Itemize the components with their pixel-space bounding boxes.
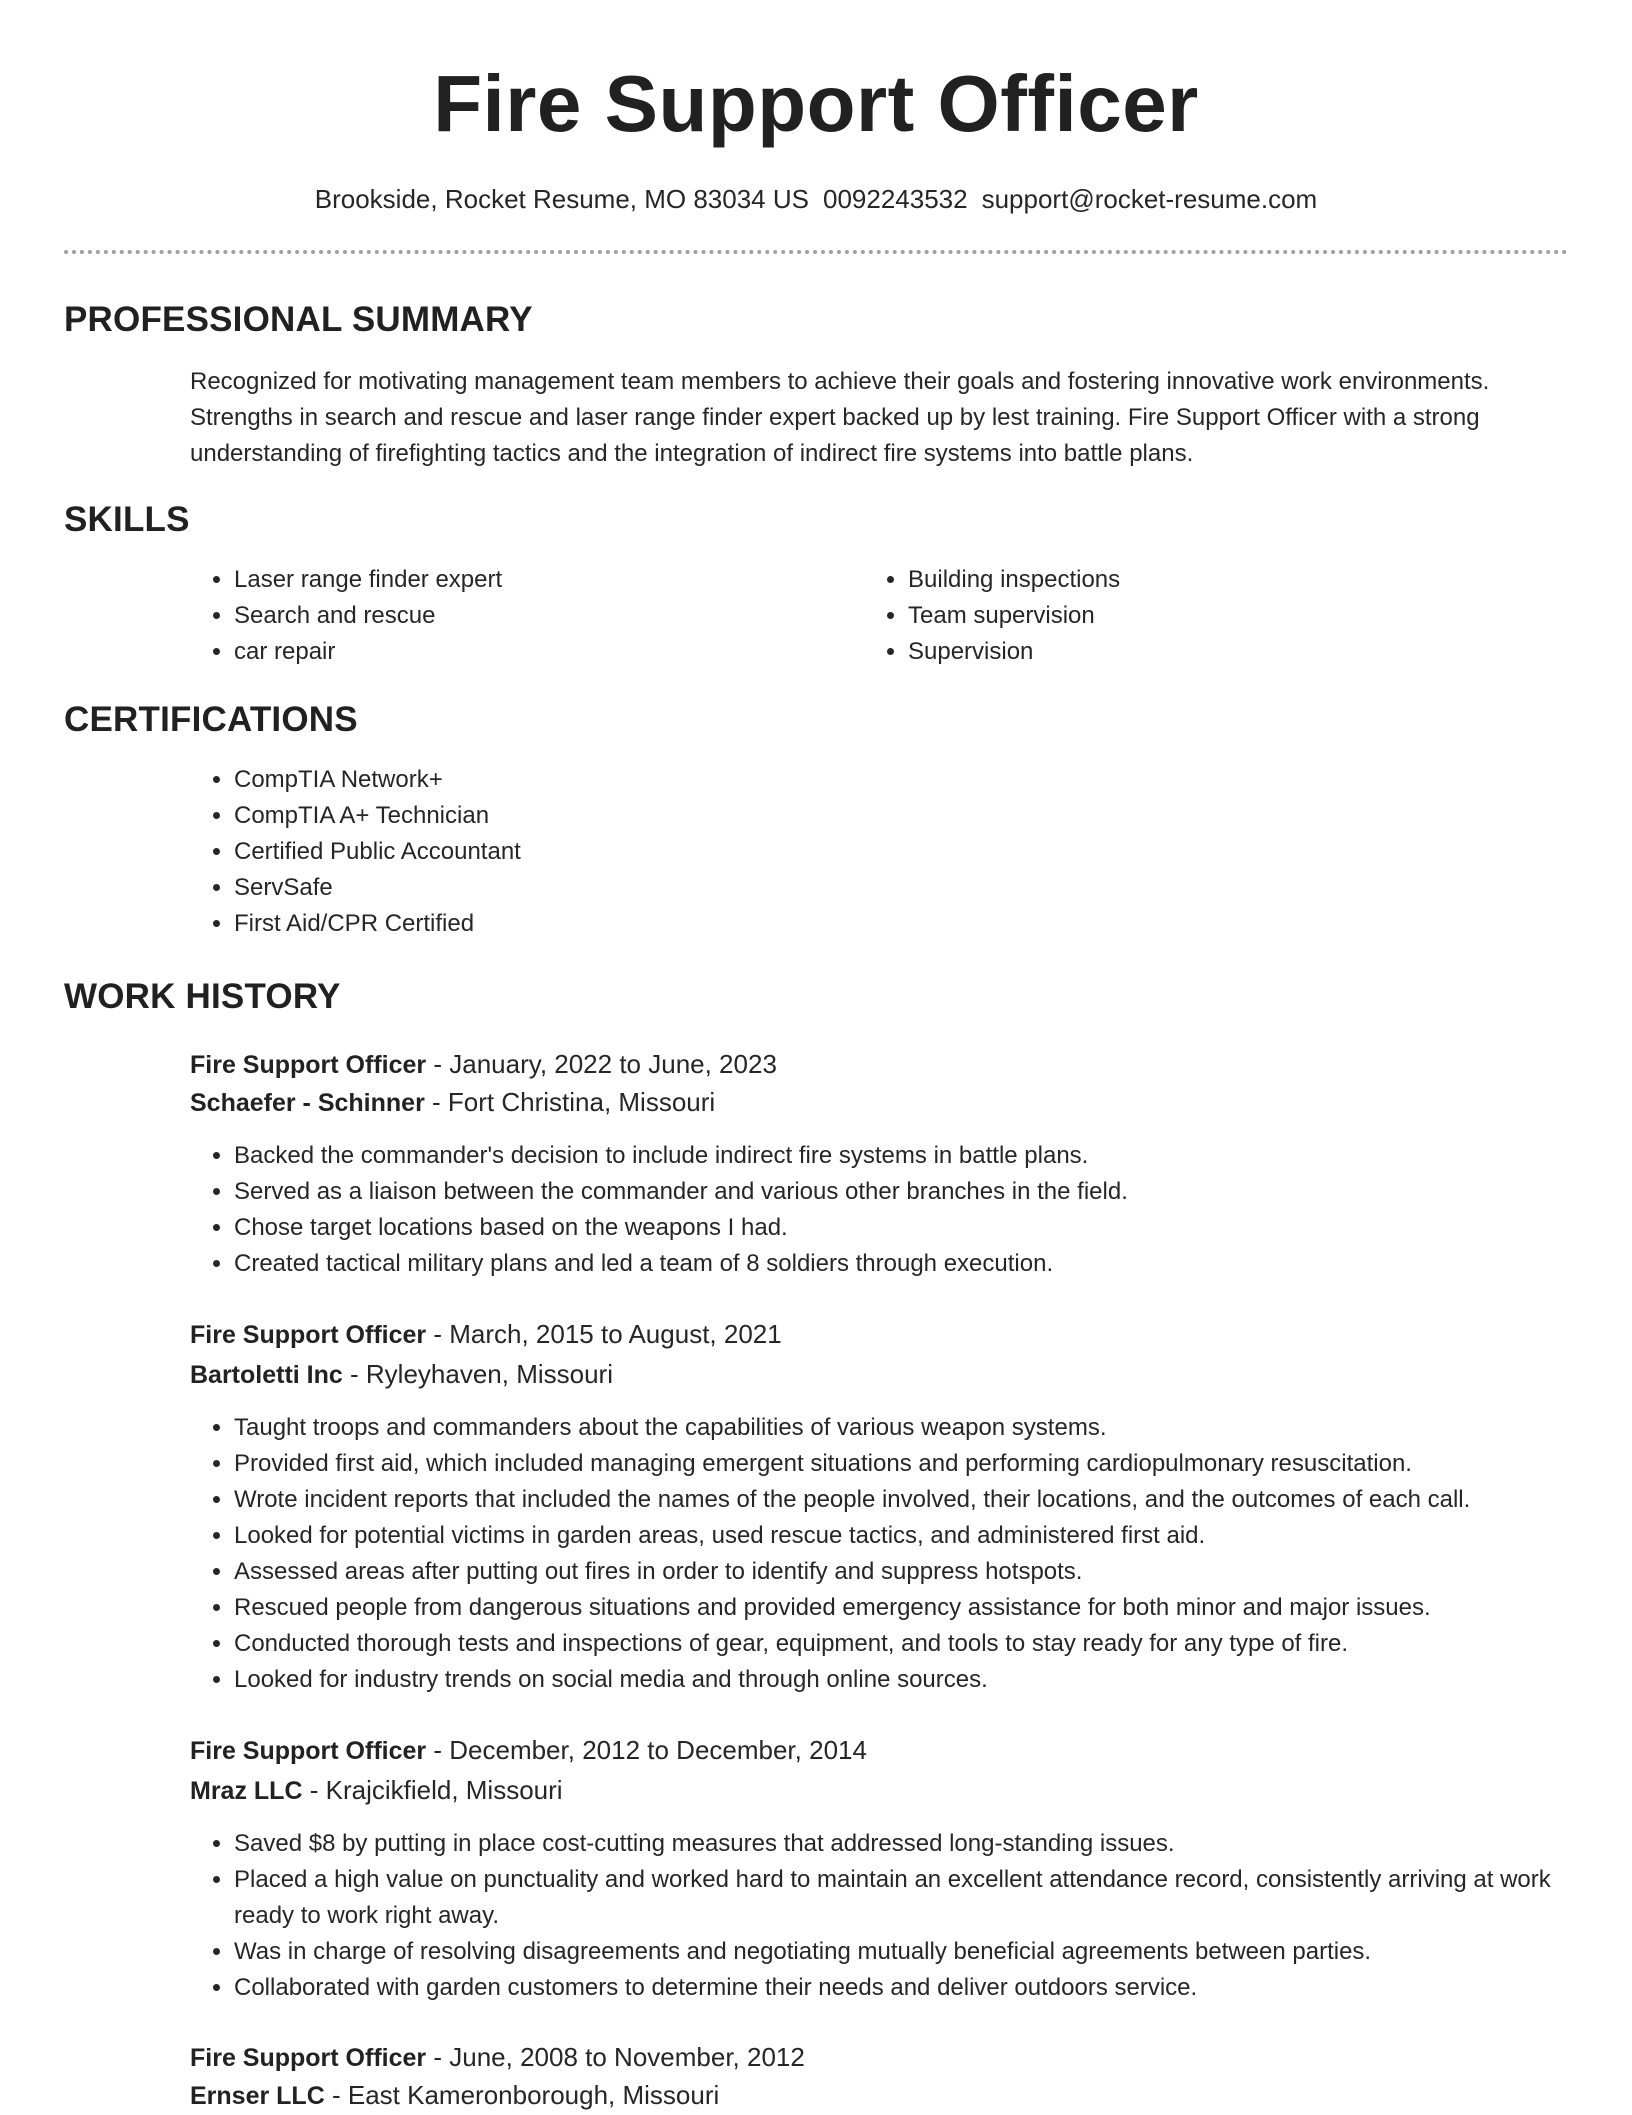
job-location: - Ryleyhaven, Missouri [342, 1359, 613, 1389]
list-item: • Looked for industry trends on social media and through online sources. [234, 1662, 1624, 1698]
job-role: Fire Support Officer [190, 1051, 427, 1079]
job-dates: - January, 2022 to June, 2023 [426, 1049, 777, 1079]
skills-list-right [864, 562, 1508, 670]
job-role: Fire Support Officer [190, 1737, 427, 1765]
section-title-work-history: WORK HISTORY [64, 977, 341, 1016]
job-role: Fire Support Officer [190, 2044, 427, 2072]
list-item: • Building inspections [908, 562, 1508, 598]
job-bullets [190, 1826, 1594, 2006]
list-item: • Created tactical military plans and led a team of 8 soldiers through execution. [234, 1246, 1624, 1282]
list-item: • Team supervision [908, 598, 1508, 634]
job-role: Fire Support Officer [190, 1321, 427, 1349]
header-divider [64, 250, 1568, 254]
job-company: Schaefer - Schinner [190, 1089, 425, 1117]
job-dates: - June, 2008 to November, 2012 [426, 2042, 805, 2072]
job-dates: - March, 2015 to August, 2021 [426, 1319, 782, 1349]
job-company-line [190, 1355, 613, 1394]
contact-phone: 0092243532 [822, 184, 968, 214]
list-item: • Chose target locations based on the weapons I had. [234, 1210, 1624, 1246]
section-title-summary: PROFESSIONAL SUMMARY [64, 300, 533, 339]
list-item: • Provided first aid, which included managing emergent situations and performing cardiopulmonary resuscitation. [234, 1446, 1624, 1482]
job-dates: - December, 2012 to December, 2014 [426, 1735, 867, 1765]
list-item: • Saved $8 by putting in place cost-cutting measures that addressed long-standing issues. [234, 1826, 1594, 1862]
section-title-skills: SKILLS [64, 500, 190, 539]
job-location: - Fort Christina, Missouri [424, 1087, 716, 1117]
list-item: • Supervision [908, 634, 1508, 670]
list-item: • Collaborated with garden customers to determine their needs and deliver outdoors service. [234, 1970, 1594, 2006]
skills-list-left [190, 562, 834, 670]
job-title-line [190, 2038, 805, 2077]
resume-name-title: Fire Support Officer [433, 59, 1199, 148]
list-item: • Rescued people from dangerous situations and provided emergency assistance for both minor and major issues. [234, 1590, 1624, 1626]
list-item: • Certified Public Accountant [234, 834, 1134, 870]
contact-email: support@rocket-resume.com [981, 184, 1318, 214]
list-item: • Was in charge of resolving disagreements and negotiating mutually beneficial agreements between parties. [234, 1934, 1594, 1970]
list-item: • car repair [234, 634, 834, 670]
contact-address: Brookside, Rocket Resume, MO 83034 US [314, 184, 809, 214]
job-title-line [190, 1315, 782, 1354]
job-location: - Krajcikfield, Missouri [302, 1775, 563, 1805]
list-item: • Conducted thorough tests and inspections of gear, equipment, and tools to stay ready for any type of fire. [234, 1626, 1624, 1662]
summary-text: Recognized for motivating management team members to achieve their goals and fostering innovative work environments. Strengths in search and rescue and laser range finder expert backed up by lest training. Fire Support Officer with a strong understanding of firefighting tactics and the integration of indirect fire systems into battle plans. [190, 368, 1490, 467]
contact-line [0, 180, 1632, 218]
job-location: - East Kameronborough, Missouri [324, 2080, 720, 2110]
job-company-line [190, 1083, 715, 1122]
list-item: • Search and rescue [234, 598, 834, 634]
list-item: • Backed the commander's decision to include indirect fire systems in battle plans. [234, 1138, 1624, 1174]
job-title-line [190, 1731, 867, 1770]
list-item: • Assessed areas after putting out fires in order to identify and suppress hotspots. [234, 1554, 1624, 1590]
job-company-line [190, 2076, 719, 2115]
section-title-certifications: CERTIFICATIONS [64, 700, 358, 739]
list-item: • CompTIA A+ Technician [234, 798, 1134, 834]
list-item: • Wrote incident reports that included the names of the people involved, their locations, and the outcomes of each call. [234, 1482, 1624, 1518]
certifications-list [190, 762, 1134, 942]
job-title-line [190, 1045, 777, 1084]
job-company: Bartoletti Inc [190, 1361, 343, 1389]
job-company: Ernser LLC [190, 2082, 325, 2110]
job-company: Mraz LLC [190, 1777, 303, 1805]
list-item: • Placed a high value on punctuality and worked hard to maintain an excellent attendance record, consistently arriving at work ready to work right away. [234, 1862, 1594, 1934]
job-bullets [190, 1410, 1624, 1698]
list-item: • CompTIA Network+ [234, 762, 1134, 798]
list-item: • First Aid/CPR Certified [234, 906, 1134, 942]
list-item: • Looked for potential victims in garden areas, used rescue tactics, and administered first aid. [234, 1518, 1624, 1554]
list-item: • Taught troops and commanders about the capabilities of various weapon systems. [234, 1410, 1624, 1446]
list-item: • Laser range finder expert [234, 562, 834, 598]
job-bullets [190, 1138, 1624, 1282]
job-company-line [190, 1771, 563, 1810]
list-item: • Served as a liaison between the commander and various other branches in the field. [234, 1174, 1624, 1210]
list-item: • ServSafe [234, 870, 1134, 906]
